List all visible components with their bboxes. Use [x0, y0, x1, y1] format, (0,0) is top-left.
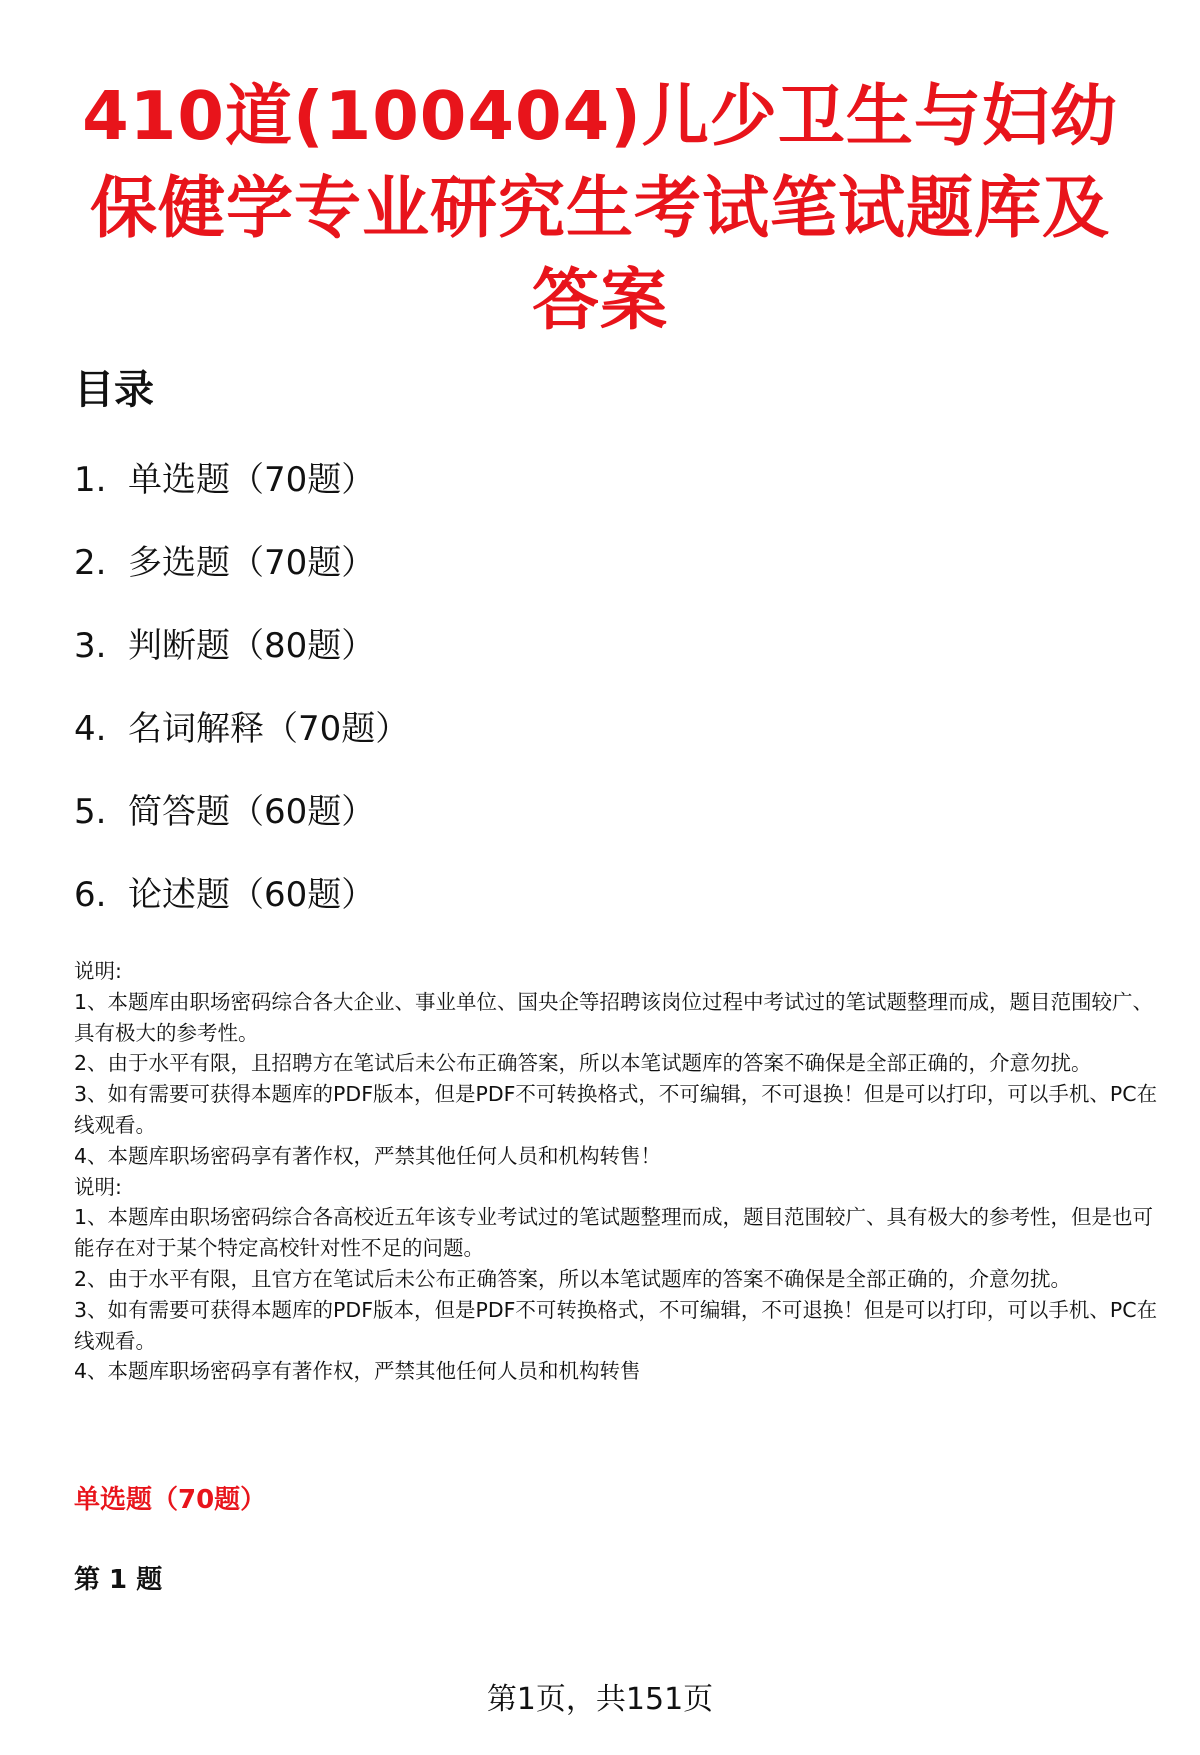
toc-item-multiple-choice[interactable]: [74, 538, 409, 621]
toc-item-number: 1.: [74, 460, 107, 500]
note-paragraph: 1、本题库由职场密码综合各高校近五年该专业考试过的笔试题整理而成，题目范围较广、具有极大的参考性，但是也可能存在对于某个特定高校针对性不足的问题。: [74, 1205, 1154, 1261]
toc-item-essay[interactable]: [74, 870, 409, 953]
toc-item-label: 简答题（60题）: [128, 792, 376, 832]
toc-item-number: 3.: [74, 626, 107, 666]
toc-item-label: 名词解释（70题）: [128, 709, 410, 749]
toc-item-short-answer[interactable]: [74, 787, 409, 870]
toc-item-label: 判断题（80题）: [128, 626, 376, 666]
notes-heading: 说明:: [74, 1174, 122, 1199]
notes-heading: 说明:: [74, 959, 122, 983]
page-footer: 第1页，共151页: [486, 1682, 714, 1717]
note-paragraph: 2、由于水平有限，且官方在笔试后未公布正确答案，所以本笔试题库的答案不确保是全部正确的，介意勿扰。: [74, 1266, 1072, 1291]
toc-item-single-choice[interactable]: [74, 455, 409, 538]
toc-item-label: 单选题（70题）: [128, 460, 376, 500]
toc-item-number: 2.: [74, 543, 107, 583]
toc-heading: 目录: [74, 367, 154, 413]
note-paragraph: 3、如有需要可获得本题库的PDF版本，但是PDF不可转换格式，不可编辑，不可退换！但是可以打印，可以手机、PC在线观看。: [74, 1297, 1158, 1353]
note-paragraph: 4、本题库职场密码享有著作权，严禁其他任何人员和机构转售！: [74, 1143, 662, 1168]
toc-item-true-false[interactable]: [74, 621, 409, 704]
note-paragraph: 3、如有需要可获得本题库的PDF版本，但是PDF不可转换格式，不可编辑，不可退换！但是可以打印，可以手机、PC在线观看。: [74, 1082, 1158, 1137]
section-heading: 单选题（70题）: [74, 1485, 267, 1515]
notes-block: [74, 956, 1164, 1387]
note-paragraph: 2、由于水平有限，且招聘方在笔试后未公布正确答案，所以本笔试题库的答案不确保是全部正确的，介意勿扰。: [74, 1051, 1092, 1076]
table-of-contents: [74, 455, 409, 953]
toc-item-number: 5.: [74, 792, 107, 832]
toc-item-label: 多选题（70题）: [128, 543, 376, 583]
toc-item-number: 6.: [74, 875, 107, 915]
document-title: 410道(100404)儿少卫生与妇幼保健学专业研究生考试笔试题库及答案: [82, 77, 1118, 339]
question-heading: 第 1 题: [74, 1565, 163, 1595]
note-paragraph: 1、本题库由职场密码综合各大企业、事业单位、国央企等招聘该岗位过程中考试过的笔试题整理而成，题目范围较广、具有极大的参考性。: [74, 989, 1154, 1045]
toc-item-term-definitions[interactable]: [74, 704, 409, 787]
toc-item-label: 论述题（60题）: [128, 875, 376, 915]
toc-item-number: 4.: [74, 709, 107, 749]
note-paragraph: 4、本题库职场密码享有著作权，严禁其他任何人员和机构转售: [74, 1359, 641, 1384]
